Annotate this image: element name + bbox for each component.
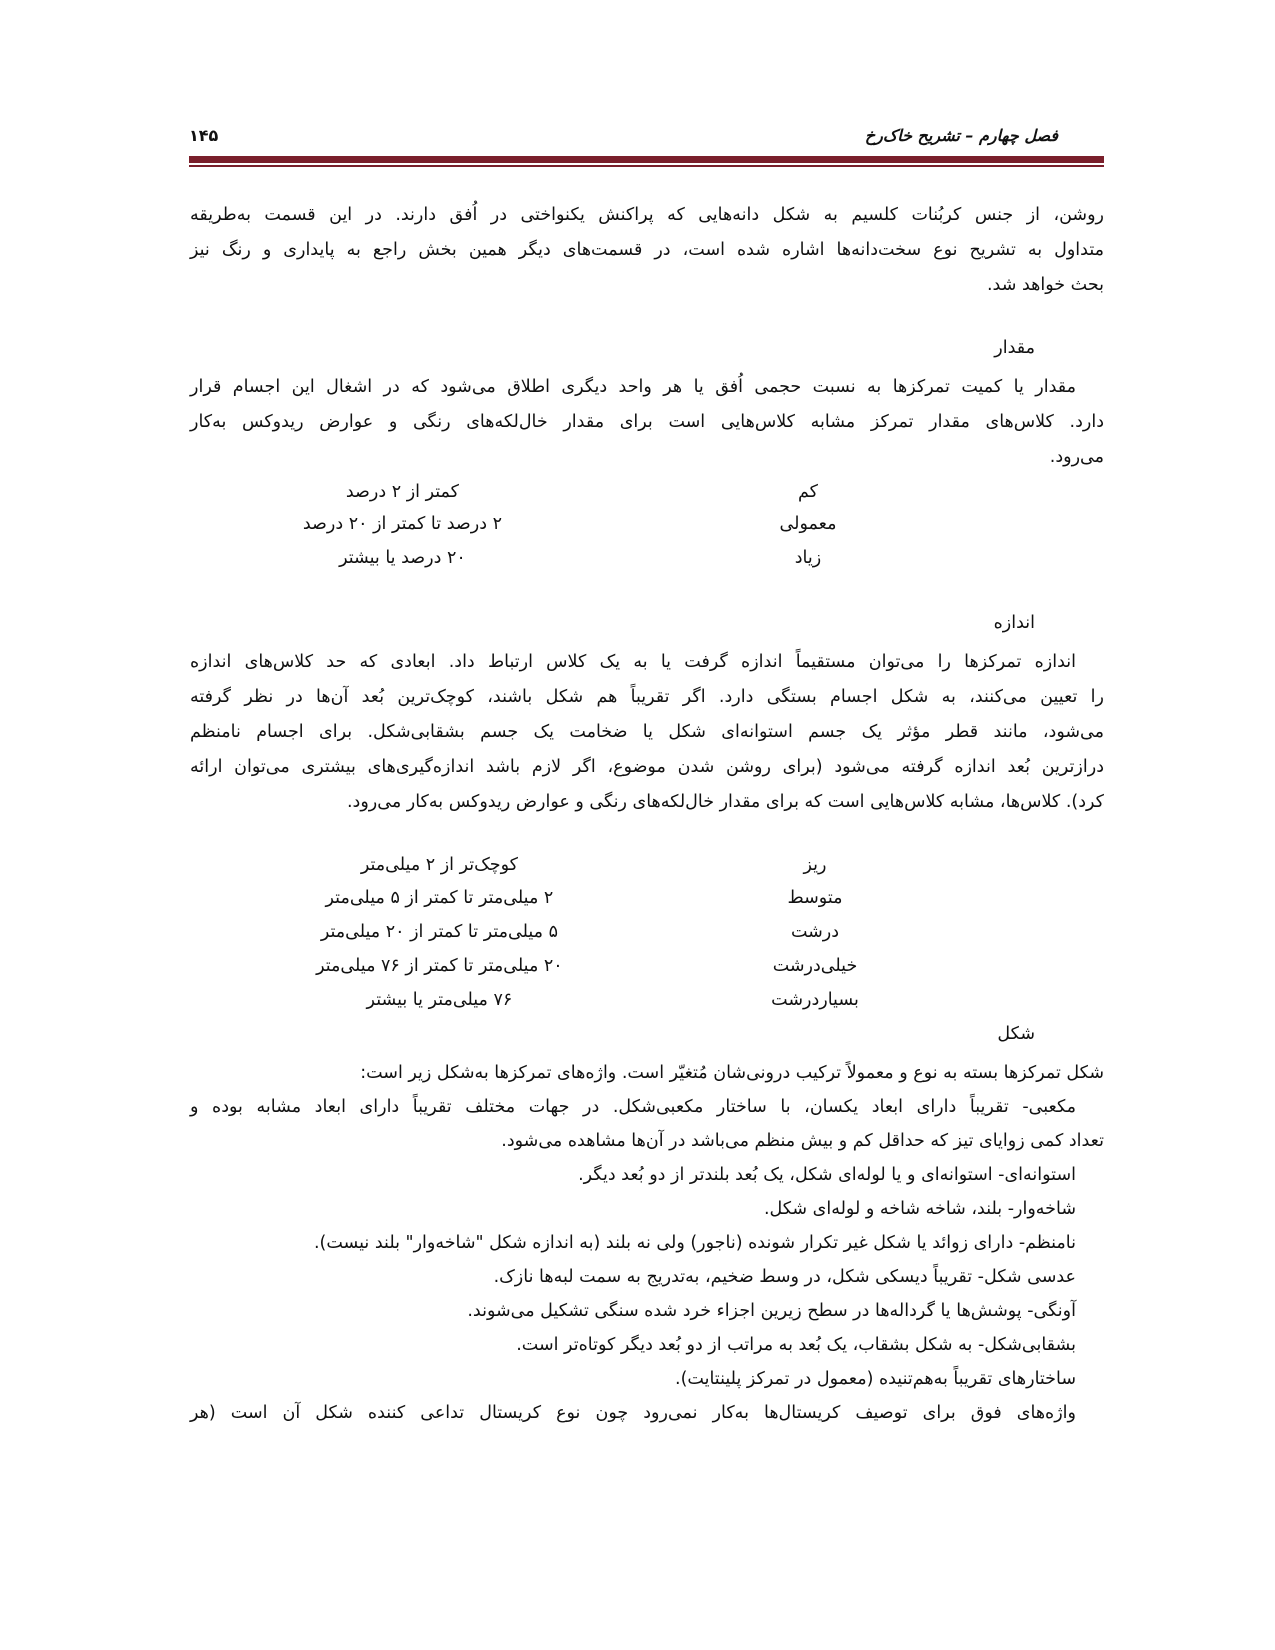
text-line: عدسی شکل- تقریباً دیسکی شکل، در وسط ضخیم، به‌تدریج به سمت لبه‌ها نازک. xyxy=(493,1267,1076,1287)
size-table-row xyxy=(259,956,885,976)
text-line: شاخه‌وار- بلند، شاخه شاخه و لوله‌ای شکل. xyxy=(763,1199,1076,1219)
class-range: ۲۰ درصد یا بیشتر xyxy=(339,548,466,568)
page-number: ۱۴۵ xyxy=(189,126,219,145)
class-term: بسیاردرشت xyxy=(771,990,859,1010)
class-term: معمولی xyxy=(779,514,837,534)
shape-definitions xyxy=(190,1090,1104,1430)
class-term: خیلی‌درشت xyxy=(772,956,858,976)
text-line: ساختارهای تقریباً به‌هم‌تنیده (معمول در تمرکز پلینتایت). xyxy=(675,1369,1076,1389)
chapter-title: فصل چهارم – تشریح خاک‌رخ xyxy=(864,126,1058,145)
text-line: شکل تمرکزها بسته به نوع و معمولاً ترکیب درونی‌شان مُتغیّر است. واژه‌های تمرکزها به‌شکل زیر است: xyxy=(360,1063,1104,1083)
text-line: دارد. کلاس‌های مقدار تمرکز مشابه کلاس‌هایی است برای مقدار خال‌لکه‌های رنگی و عوارض ریدوکس به‌کار xyxy=(190,412,1104,432)
text-line: مکعبی- تقریباً دارای ابعاد یکسان، با ساختار مکعبی‌شکل. در جهات مختلف تقریباً دارای ابعاد مشابه بوده و xyxy=(190,1097,1076,1117)
class-range: کمتر از ۲ درصد xyxy=(345,482,459,502)
amount-table-row xyxy=(222,482,878,502)
size-table-row xyxy=(259,990,885,1010)
text-line: درازترین بُعد اندازه گرفته می‌شود (برای روشن شدن موضوع، اگر لازم باشد اندازه‌گیری‌های بیشتری می‌توان ارائه xyxy=(190,757,1104,777)
section-heading-shape: شکل xyxy=(997,1024,1035,1044)
text-line: اندازه تمرکزها را می‌توان مستقیماً اندازه گرفت یا به یک کلاس ارتباط داد. ابعادی که حد کلاس‌های اندازه xyxy=(190,652,1076,672)
size-table-row xyxy=(259,855,885,875)
class-term: کم xyxy=(798,482,818,502)
text-line: می‌شود، مانند قطر مؤثر یک جسم استوانه‌ای شکل یا ضخامت یک جسم بشقابی‌شکل. برای اجسام نامنظم xyxy=(190,722,1104,742)
size-table-row xyxy=(259,922,885,942)
text-line: مقدار یا کمیت تمرکزها به نسبت حجمی اُفق یا هر واحد دیگری اطلاق می‌شود که در اشغال این اجسام قرار xyxy=(190,377,1076,397)
text-line: می‌رود. xyxy=(1049,447,1104,467)
text-line: کرد). کلاس‌ها، مشابه کلاس‌هایی است که برای مقدار خال‌لکه‌های رنگی و عوارض ریدوکس به‌کار می‌رود. xyxy=(346,792,1104,812)
class-range: کوچک‌تر از ۲ میلی‌متر xyxy=(360,855,518,875)
class-term: ریز xyxy=(803,855,827,875)
class-range: ۲ درصد تا کمتر از ۲۰ درصد xyxy=(302,514,502,534)
section-heading-size: اندازه xyxy=(993,613,1035,633)
size-paragraph xyxy=(190,645,1104,820)
shape-paragraph xyxy=(294,1056,1104,1090)
text-line: را تعیین می‌کنند، به شکل اجسام بستگی دارد. اگر تقریباً هم شکل باشند، کوچک‌ترین بُعد آن‌ها در نظر گرفته xyxy=(190,687,1104,707)
class-term: زیاد xyxy=(794,548,822,568)
text-line: بشقابی‌شکل- به شکل بشقاب، یک بُعد به مراتب از دو بُعد دیگر کوتاه‌تر است. xyxy=(516,1335,1076,1355)
class-range: ۷۶ میلی‌متر یا بیشتر xyxy=(366,990,513,1010)
text-line: استوانه‌ای- استوانه‌ای و یا لوله‌ای شکل، یک بُعد بلندتر از دو بُعد دیگر. xyxy=(578,1165,1076,1185)
text-line: متداول به تشریح نوع سخت‌دانه‌ها اشاره شده است، در قسمت‌های دیگر همین بخش راجع به پایداری و رنگ نیز xyxy=(190,240,1104,260)
text-line: تعداد کمی زوایای تیز که حداقل کم و بیش منظم می‌باشد در آن‌ها مشاهده می‌شود. xyxy=(501,1131,1104,1151)
text-line: واژه‌های فوق برای توصیف کریستال‌ها به‌کار نمی‌رود چون نوع کریستال تداعی کننده شکل آن است (هر xyxy=(190,1403,1076,1423)
class-term: درشت xyxy=(790,922,840,942)
text-line: آونگی- پوشش‌ها یا گرداله‌ها در سطح زیرین اجزاء خرد شده سنگی تشکیل می‌شوند. xyxy=(467,1301,1076,1321)
text-line: نامنظم- دارای زوائد یا شکل غیر تکرار شونده (ناجور) ولی نه بلند (به اندازه شکل "شاخه‌وار" بلند نیست). xyxy=(313,1233,1076,1253)
class-range: ۵ میلی‌متر تا کمتر از ۲۰ میلی‌متر xyxy=(320,922,559,942)
text-line: بحث خواهد شد. xyxy=(986,275,1104,295)
header-rule-thick xyxy=(189,156,1104,163)
text-line: روشن، از جنس کربُنات کلسیم به شکل دانه‌هایی که پراکنش یکنواختی در اُفق دارند. در این قسمت به‌طریقه xyxy=(190,205,1104,225)
intro-paragraph xyxy=(190,198,1104,303)
amount-paragraph xyxy=(190,370,1104,475)
class-range: ۲ میلی‌متر تا کمتر از ۵ میلی‌متر xyxy=(325,888,554,908)
section-heading-amount: مقدار xyxy=(994,338,1035,358)
header-rule-thin xyxy=(189,165,1104,167)
class-range: ۲۰ میلی‌متر تا کمتر از ۷۶ میلی‌متر xyxy=(316,956,563,976)
amount-table-row xyxy=(222,548,878,568)
size-table-row xyxy=(259,888,885,908)
amount-table-row xyxy=(222,514,878,534)
class-term: متوسط xyxy=(787,888,843,908)
